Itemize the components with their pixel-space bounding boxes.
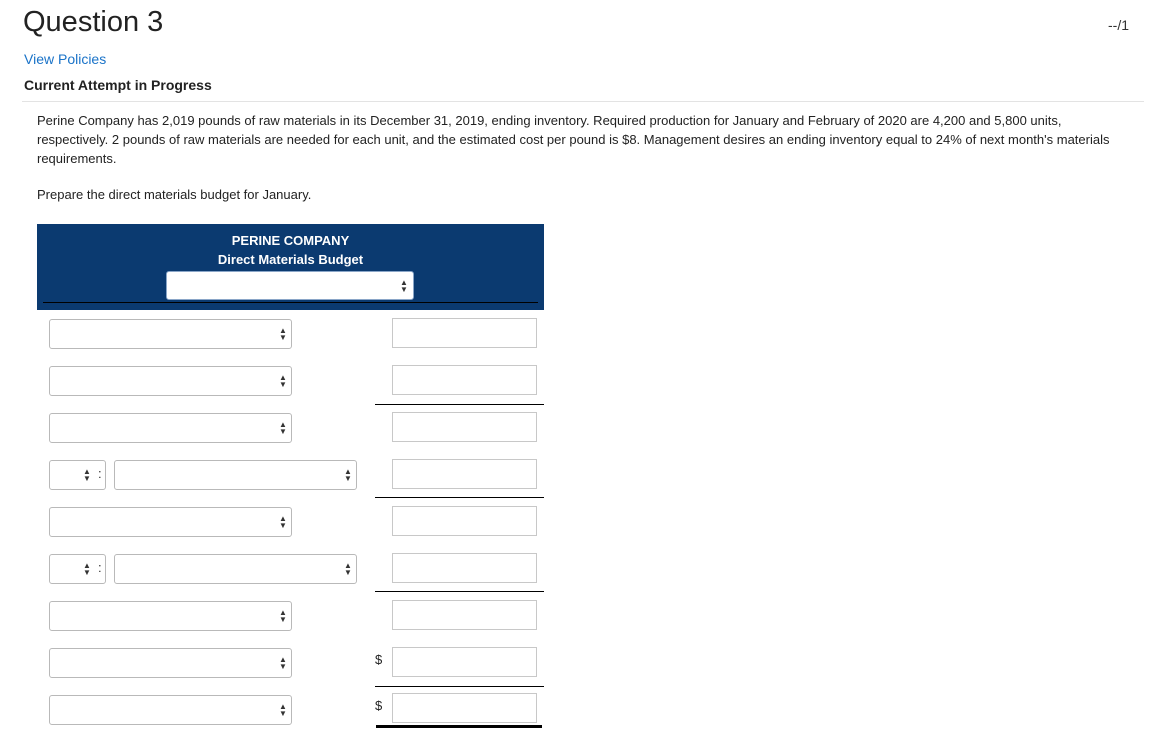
row-7-label-select[interactable] [49, 601, 292, 631]
subtotal-underline [375, 591, 544, 592]
row-6-amount-input[interactable] [392, 553, 537, 583]
chevron-up-down-icon: ▲ ▼ [400, 278, 408, 294]
subtotal-underline [375, 686, 544, 687]
budget-header [37, 224, 544, 310]
up-down-arrow-icon: ▲ ▼ [279, 702, 287, 718]
company-name: PERINE COMPANY [231, 233, 350, 248]
up-down-arrow-icon: ▲ ▼ [83, 467, 91, 483]
row-9-label-select[interactable] [49, 695, 292, 725]
row-9-amount-input[interactable] [392, 693, 537, 723]
up-down-arrow-icon: ▲ ▼ [83, 561, 91, 577]
row-8-label-select[interactable] [49, 648, 292, 678]
currency-symbol: $ [375, 698, 383, 713]
up-down-arrow-icon: ▲ ▼ [344, 467, 352, 483]
question-title: Question 3 [23, 6, 164, 38]
row-4-label-select[interactable] [114, 460, 357, 490]
budget-title: Direct Materials Budget [217, 252, 364, 267]
attempt-status: Current Attempt in Progress [24, 77, 212, 93]
row-1-label-select[interactable] [49, 319, 292, 349]
question-score: --/1 [1108, 17, 1129, 33]
up-down-arrow-icon: ▲ ▼ [279, 420, 287, 436]
row-3-label-select[interactable] [49, 413, 292, 443]
currency-symbol: $ [375, 652, 383, 667]
up-down-arrow-icon: ▲ ▼ [279, 373, 287, 389]
row-4-amount-input[interactable] [392, 459, 537, 489]
row-7-amount-input[interactable] [392, 600, 537, 630]
row-5-label-select[interactable] [49, 507, 292, 537]
row-5-amount-input[interactable] [392, 506, 537, 536]
up-down-arrow-icon: ▲ ▼ [344, 561, 352, 577]
subtotal-underline [375, 497, 544, 498]
row-3-amount-input[interactable] [392, 412, 537, 442]
subtotal-underline [375, 404, 544, 405]
instruction-text: Prepare the direct materials budget for January. [37, 187, 312, 202]
total-double-underline [376, 725, 542, 728]
view-policies-link[interactable]: View Policies [24, 51, 107, 67]
row-8-amount-input[interactable] [392, 647, 537, 677]
period-select[interactable] [166, 271, 414, 300]
colon-separator: : [98, 466, 102, 481]
row-6-label-select[interactable] [114, 554, 357, 584]
divider [22, 101, 1144, 102]
header-underline [43, 302, 538, 303]
up-down-arrow-icon: ▲ ▼ [279, 655, 287, 671]
up-down-arrow-icon: ▲ ▼ [279, 514, 287, 530]
colon-separator: : [98, 560, 102, 575]
up-down-arrow-icon: ▲ ▼ [279, 326, 287, 342]
row-2-label-select[interactable] [49, 366, 292, 396]
row-2-amount-input[interactable] [392, 365, 537, 395]
up-down-arrow-icon: ▲ ▼ [279, 608, 287, 624]
row-1-amount-input[interactable] [392, 318, 537, 348]
problem-text: Perine Company has 2,019 pounds of raw materials in its December 31, 2019, ending inventory. Required production for January and February of 2020 are 4,200 and 5,800 units, respectively. 2 pounds of raw materials are needed for each unit, and the estimated cost per pound is $8. Management desires an ending inventory equal to 24% of next month's materials requirements. [37, 113, 1110, 166]
